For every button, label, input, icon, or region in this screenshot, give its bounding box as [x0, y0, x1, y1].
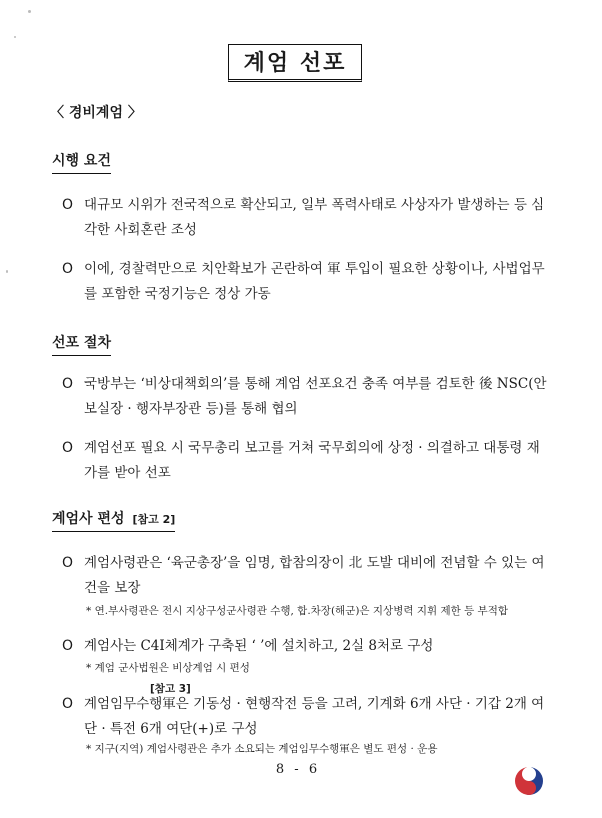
- bullet-icon: O: [62, 696, 74, 712]
- scan-speck: [6, 270, 8, 273]
- page-number: 8 - 6: [275, 762, 321, 777]
- bullet-icon: O: [62, 440, 74, 456]
- list-item-text: 계엄선포 필요 시 국무총리 보고를 거쳐 국무회의에 상정 · 의결하고 대통령 재가를 받아 선포: [84, 440, 540, 481]
- section-heading-procedure: [52, 332, 111, 356]
- section-heading-command: [52, 508, 175, 532]
- bullet-icon: O: [62, 197, 74, 213]
- section-heading-text: 선포 절차: [52, 335, 111, 351]
- section-heading-text: 계엄사 편성: [52, 511, 125, 527]
- document-title: 계엄 선포: [243, 51, 347, 76]
- list-item: [62, 372, 552, 422]
- list-item: [62, 257, 552, 307]
- document-title-box: [228, 44, 362, 82]
- footnote: * 연.부사령관은 전시 지상구성군사령관 수행, 합.차장(해군)은 지상병력 지휘 제한 등 부적합: [86, 605, 508, 617]
- section-heading-requirements: [52, 150, 111, 174]
- bullet-icon: O: [62, 376, 74, 392]
- scan-speck: [28, 10, 31, 13]
- list-item: [62, 634, 552, 659]
- reference-tag: [참고 2]: [132, 513, 176, 526]
- footnote: * 지구(지역) 계엄사령관은 추가 소요되는 계엄임무수행軍은 별도 편성 · 운용: [86, 743, 438, 755]
- list-item: [62, 692, 552, 742]
- bullet-icon: O: [62, 261, 74, 277]
- bullet-icon: O: [62, 555, 74, 571]
- reference-tag: [참고 3]: [150, 683, 191, 695]
- list-item-text: 계엄사령관은 ‘육군총장’을 임명, 합참의장이 北 도발 대비에 전념할 수 있는 여건을 보장: [84, 555, 545, 596]
- list-item-text: 대규모 시위가 전국적으로 확산되고, 일부 폭력사태로 사상자가 발생하는 등 심각한 사회혼란 조성: [84, 197, 545, 238]
- bullet-icon: O: [62, 638, 74, 654]
- list-item-text: 국방부는 ‘비상대책회의’를 통해 계엄 선포요건 충족 여부를 검토한 後 NSC(안보실장 · 행자부장관 등)를 통해 협의: [84, 376, 547, 417]
- list-item: [62, 551, 552, 601]
- list-item-text: 이에, 경찰력만으로 치안확보가 곤란하여 軍 투입이 필요한 상황이나, 사법업무를 포함한 국정기능은 정상 가동: [84, 261, 545, 302]
- subtitle: 〈 경비계엄 〉: [50, 105, 142, 121]
- list-item: [62, 193, 552, 243]
- list-item-text: 계엄사는 C4I체계가 구축된 ‘ ’에 설치하고, 2실 8처로 구성: [84, 638, 434, 654]
- list-item: [62, 436, 552, 486]
- section-heading-text: 시행 요건: [52, 153, 111, 169]
- taegeuk-emblem-icon: [514, 766, 544, 796]
- scan-speck: [14, 36, 16, 38]
- list-item-text: 계엄임무수행軍은 기동성 · 현행작전 등을 고려, 기계화 6개 사단 · 기갑 2개 여단 · 특전 6개 여단(+)로 구성: [84, 696, 545, 737]
- footnote: * 계엄 군사법원은 비상계엄 시 편성: [86, 662, 250, 674]
